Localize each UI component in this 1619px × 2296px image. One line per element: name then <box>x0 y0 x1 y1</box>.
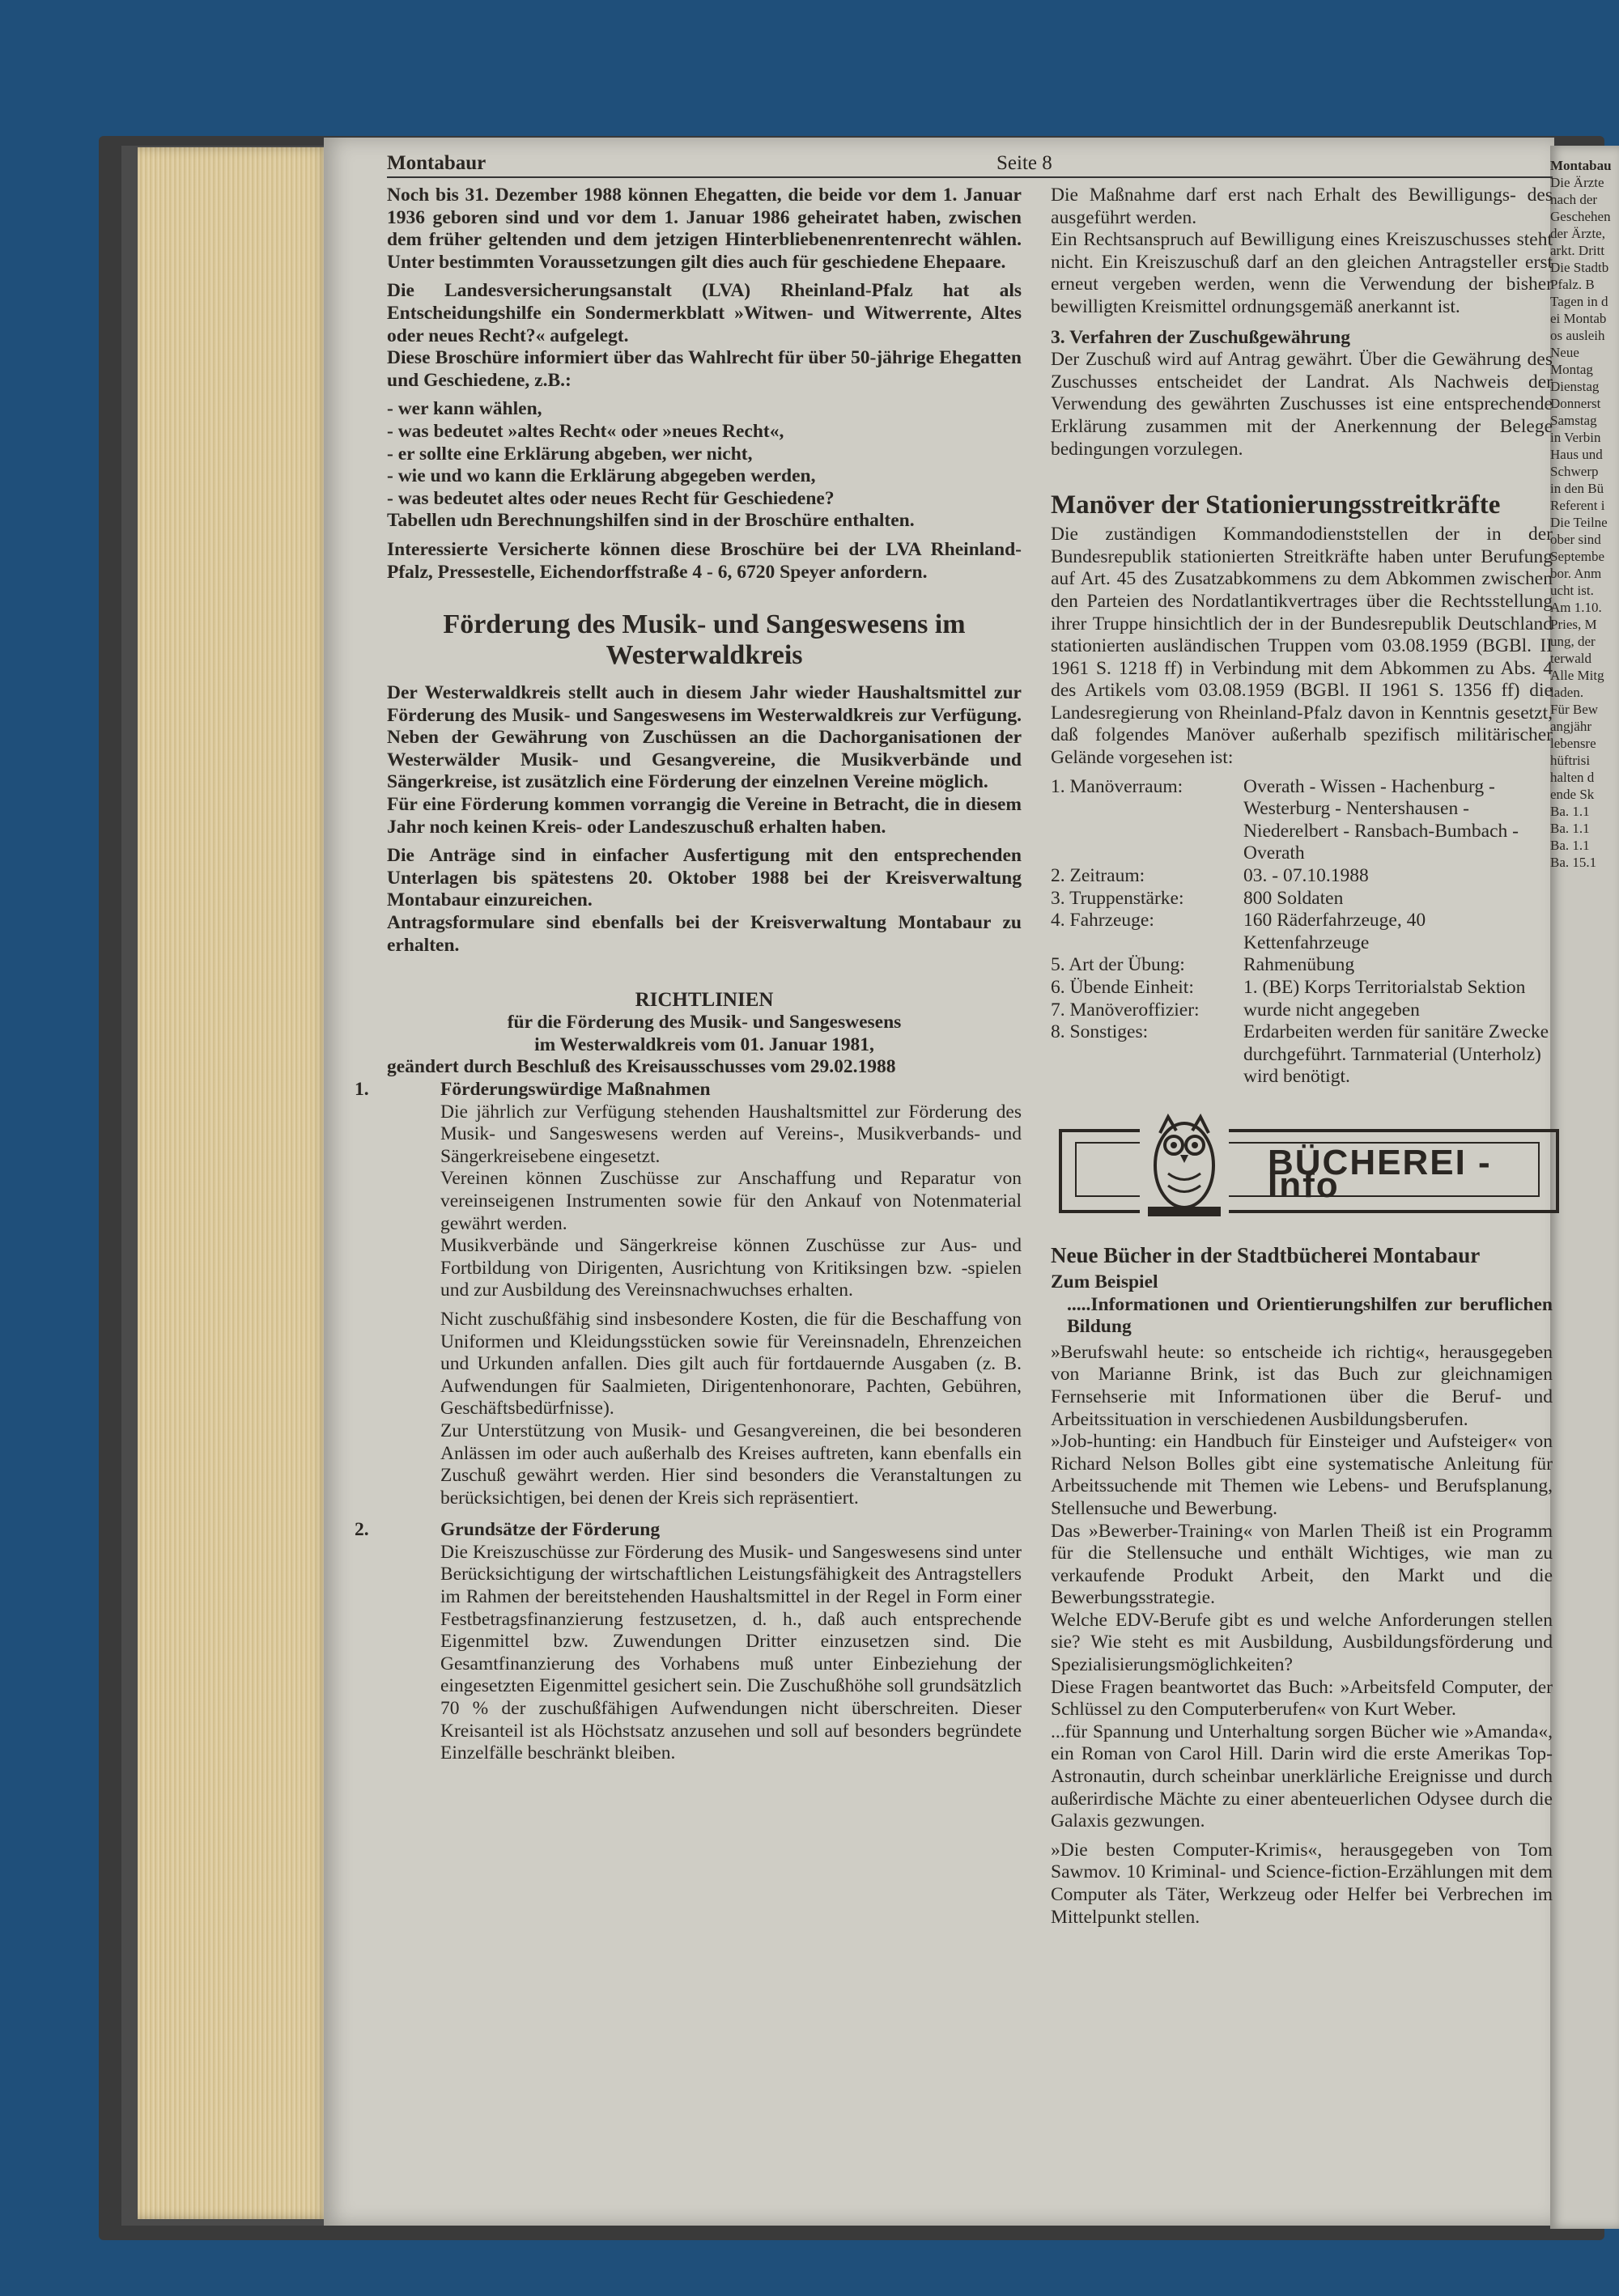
fragment-line: in Verbin <box>1550 430 1601 445</box>
fragment-line: ende Sk <box>1550 787 1595 802</box>
fragment-line: Ba. 1.1 <box>1550 821 1590 836</box>
fragment-line: ober sind <box>1550 532 1601 547</box>
foerderung-paragraph: Die Anträge sind in einfacher Ausfertigung mit den entsprechenden Unterlagen bis spätestens 20. Oktober 1988 bei der Kreisverwaltung Montabaur einzureichen. <box>387 845 1022 911</box>
fragment-line: Alle Mitg <box>1550 668 1604 683</box>
manoever-key: 7. Manöveroffizier: <box>1051 999 1200 1021</box>
fragment-line: Geschehen <box>1550 209 1611 224</box>
book-paragraph: Diese Fragen beantwortet das Buch: »Arbeitsfeld Computer, der Schlüssel zu den Computerberufen« von Kurt Weber. <box>1051 1676 1553 1721</box>
foerderung-title: Förderung des Musik- und Sangeswesens im Westerwaldkreis <box>443 609 966 671</box>
foerderung-paragraph: Antragsformulare sind ebenfalls bei der Kreisverwaltung Montabaur zu erhalten. <box>387 912 1022 956</box>
tabellen-paragraph: Tabellen udn Berechnungshilfen sind in der Broschüre enthalten. <box>387 510 915 532</box>
section-number: 1. <box>355 1079 369 1100</box>
page-header <box>387 152 1553 178</box>
section-3-paragraph: Der Zuschuß wird auf Antrag gewährt. Über die Gewährung des Zuschusses entscheidet der Landrat. Als Nachweis der Verwendung des gewährten Zuschusses ist eine entsprechende Erklärung zusammen mit der Anerkennung der Belege bedingungen vorzulegen. <box>1051 349 1553 460</box>
massnahme-paragraph: Die Maßnahme darf erst nach Erhalt des Bewilligungs- des ausgeführt werden. <box>1051 185 1553 228</box>
section-paragraph: Musikverbände und Sängerkreise können Zuschüsse zur Aus- und Fortbildung von Dirigenten, Ausrichtung von Kritiksingen bzw. -spielen und zur Ausbildung des Vereinsnachwuchses erhalten. <box>440 1235 1022 1301</box>
fragment-line: ucht ist. <box>1550 583 1594 598</box>
rechtsanspruch-paragraph: Ein Rechtsanspruch auf Bewilligung eines Kreiszuschusses steht nicht. Ein Kreiszuschuß darf an den gleichen Antragsteller erst erneut vergeben werden, wenn die Verwendung der bisher bewilligten Kreismittel ordnungsgemäß anerkannt ist. <box>1051 229 1553 317</box>
section-paragraph: Die Kreiszuschüsse zur Förderung des Musik- und Sangeswesens sind unter Berücksichtigung der wirtschaftlichen Leistungsfähigkeit des Antragstellers im Rahmen der bereitstehenden Haushaltsmittel in der Regel in Form einer Festbetragsfinanzierung festzusetzen, d. h., daß auch entsprechende Eigenmittel bzw. Zuwendungen Dritter einzusetzen sind. Die Gesamtfinanzierung des Vorhabens muß unter Einbeziehung der eingesetzten Eigenmittel gesichert sein. Die Zuschußhöhe soll grundsätzlich 70 % der zuschußfähigen Aufwendungen nicht überschreiten. Dieser Kreisanteil ist als Höchstsatz anzusehen und soll auf besonders begründete Einzelfälle beschränkt bleiben. <box>440 1541 1022 1764</box>
section-title: Grundsätze der Förderung <box>440 1519 661 1541</box>
interessierte-paragraph: Interessierte Versicherte können diese Broschüre bei der LVA Rheinland-Pfalz, Pressestelle, Eichendorffstraße 4 - 6, 6720 Speyer anfordern. <box>387 538 1022 583</box>
book-paragraph: Welche EDV-Berufe gibt es und welche Anforderungen stellen sie? Wie steht es mit Ausbildung, Ausbildungsförderung und Spezialisierungsmöglichkeiten? <box>1051 1609 1553 1676</box>
richtlinien-title: RICHTLINIEN <box>635 989 774 1012</box>
fragment-line: nach der <box>1550 192 1598 207</box>
broschuere-paragraph: Diese Broschüre informiert über das Wahlrecht für über 50-jährige Ehegatten und Geschiedene, z.B.: <box>387 347 1022 391</box>
manoever-value: 160 Räderfahrzeuge, 40 Kettenfahrzeuge <box>1243 910 1426 953</box>
header-place: Montabaur <box>387 152 487 174</box>
fragment-line: terwald <box>1550 651 1591 666</box>
manoever-key: 2. Zeitraum: <box>1051 865 1145 887</box>
fragment-line: Pfalz. B <box>1550 277 1595 292</box>
fragment-line: Septembe <box>1550 549 1605 564</box>
fragment-line: Haus und <box>1550 447 1603 462</box>
manoever-row <box>1051 977 1553 999</box>
manoever-key: 8. Sonstiges: <box>1051 1021 1149 1043</box>
column-right <box>1051 185 1553 1935</box>
column-left <box>355 185 1022 1772</box>
fragment-line: Dienstag <box>1550 379 1600 394</box>
manoever-table <box>1051 776 1553 1089</box>
manoever-title: Manöver der Stationierungsstreitkräfte <box>1051 490 1501 520</box>
fragment-line: Die Ärzte <box>1550 175 1604 190</box>
manoever-row <box>1051 1021 1553 1089</box>
book-paragraph: Das »Bewerber-Training« von Marlen Theiß ist ein Programm für die Stellensuche und enthält Wichtiges, wie man zu verkaufende Produkt Arbeit, den Markt und die Bewerbungsstrategie. <box>1051 1520 1553 1609</box>
fragment-line: Am 1.10. <box>1550 600 1602 615</box>
section-paragraph: Die jährlich zur Verfügung stehenden Haushaltsmittel zur Förderung des Musik- und Sangeswesens werden auf Vereins-, Musikverbands- und Sängerkreisebene eingesetzt. <box>440 1101 1022 1167</box>
fragment-line: Für Bew <box>1550 702 1599 717</box>
fragment-line: arkt. Dritt <box>1550 243 1605 258</box>
manoever-paragraph: Die zuständigen Kommandodienststellen der in der Bundesrepublik stationierten Streitkräfte haben unter Berufung auf Art. 45 des Zusatzabkommens zu dem Abkommen zwischen den Parteien des Nordatlantikvertrages über die Rechtsstellung ihrer Truppe hinsichtlich der in der Bundesrepublik Deutschland stationierten ausländischen Truppen vom 03.08.1959 (BGBl. II 1961 S. 1218 ff) in Verbindung mit dem Abkommen zu Abs. 4 des Artikels vom 03.08.1959 (BGBl. II 1961 S. 1356 ff) die Landesregierung von Rheinland-Pfalz davon in Kenntnis gesetzt, daß folgendes Manöver außerhalb spezifisch militärischer Gelände vorgesehen ist: <box>1051 524 1553 769</box>
fragment-line: Montag <box>1550 362 1593 377</box>
fragment-line: ung, der <box>1550 634 1596 649</box>
fragment-line: in den Bü <box>1550 481 1604 496</box>
section-title: Förderungswürdige Maßnahmen <box>440 1079 711 1100</box>
fragment-line: Ba. 15.1 <box>1550 855 1597 870</box>
lva-paragraph: Die Landesversicherungsanstalt (LVA) Rheinland-Pfalz hat als Entscheidungshilfe ein Sondermerkblatt »Witwen- und Witwerrente, Altes oder neues Recht?« aufgelegt. <box>387 280 1022 346</box>
fragment-line: hüftrisi <box>1550 753 1591 768</box>
fragment-line: halten d <box>1550 770 1595 785</box>
fragment-line: Montabau <box>1550 158 1612 173</box>
section-number: 2. <box>355 1519 369 1541</box>
zum-beispiel: Zum Beispiel <box>1051 1271 1158 1292</box>
manoever-value: 03. - 07.10.1988 <box>1243 865 1369 887</box>
owl-icon <box>1140 1105 1229 1226</box>
manoever-key: 6. Übende Einheit: <box>1051 977 1194 998</box>
fragment-line: Die Stadtb <box>1550 260 1609 275</box>
manoever-row <box>1051 888 1553 910</box>
info-line: .....Informationen und Orientierungshilfen zur beruflichen Bildung <box>1067 1293 1553 1338</box>
foerderung-paragraph: Der Westerwaldkreis stellt auch in diesem Jahr wieder Haushaltsmittel zur Förderung des Musik- und Sangeswesens im Westerwaldkreis zur Verfügung. Neben der Gewährung von Zuschüssen an die Dachorganisationen der Westerwälder Musik- und Gesangvereine, die Musikverbände und Sängerkreise, ist zusätzlich eine Förderung der einzelnen Vereine möglich. <box>387 682 1022 793</box>
manoever-row <box>1051 999 1553 1022</box>
info-list <box>387 398 1022 510</box>
richtlinien-subtitle: für die Förderung des Musik- und Sangeswesens <box>507 1012 902 1033</box>
header-page-number: Seite 8 <box>996 152 1052 174</box>
section-1 <box>355 1079 1022 1509</box>
fragment-line: Donnerst <box>1550 396 1601 411</box>
fragment-line: Neue <box>1550 345 1579 360</box>
fragment-line: laden. <box>1550 685 1584 700</box>
list-item: - was bedeutet »altes Recht« oder »neues Recht«, <box>387 420 784 442</box>
manoever-key: 5. Art der Übung: <box>1051 954 1185 976</box>
fragment-line: Referent i <box>1550 498 1605 513</box>
fragment-line: Schwerp <box>1550 464 1599 479</box>
manoever-row <box>1051 910 1553 954</box>
fragment-line: Ba. 1.1 <box>1550 804 1590 819</box>
manoever-key: 3. Truppenstärke: <box>1051 887 1184 909</box>
next-page-fragment <box>1550 146 1619 2229</box>
logo-text: BÜCHEREI - Info <box>1268 1142 1492 1205</box>
manoever-value: Overath - Wissen - Hachenburg - Westerburg - Nentershausen - Niederelbert - Ransbach-Bumbach - Overath <box>1243 775 1519 864</box>
fragment-line: bor. Anm <box>1550 566 1602 581</box>
manoever-row <box>1051 865 1553 888</box>
manoever-key: 1. Manöverraum: <box>1051 775 1183 797</box>
fragment-line: Tagen in d <box>1550 294 1608 309</box>
list-item: - wer kann wählen, <box>387 398 542 420</box>
fragment-line: Die Teilne <box>1550 515 1608 530</box>
manoever-key: 4. Fahrzeuge: <box>1051 910 1154 932</box>
section-paragraph: Zur Unterstützung von Musik- und Gesangvereinen, die bei besonderen Anlässen im oder auch außerhalb des Kreises auftreten, kann ebenfalls ein Zuschuß gewährt werden. Hier sind besonders die Veranstaltungen zu berücksichtigen, bei denen der Kreis sich repräsentiert. <box>440 1420 1022 1509</box>
richtlinien-subtitle: geändert durch Beschluß des Kreisausschusses vom 29.02.1988 <box>387 1056 896 1078</box>
section-3-title: 3. Verfahren der Zuschußgewährung <box>1051 326 1350 348</box>
fragment-line: angjähr <box>1550 719 1591 734</box>
richtlinien-subtitle: im Westerwaldkreis vom 01. Januar 1981, <box>534 1033 874 1055</box>
fragment-line: os ausleih <box>1550 328 1605 343</box>
section-2 <box>355 1519 1022 1765</box>
manoever-value: Erdarbeiten werden für sanitäre Zwecke durchgeführt. Tarnmaterial (Unterholz) wird benötigt. <box>1243 1021 1549 1088</box>
section-paragraph: Nicht zuschußfähig sind insbesondere Kosten, die für die Beschaffung von Uniformen und Kleidungsstücken sowie für Vereinsnadeln, Ehrenzeichen und Urkunden anfallen. Dies gilt auch für fortdauernde Ausgaben (z. B. Aufwendungen für Saalmieten, Dirigentenhonorare, Pachten, Gebühren, Geschäftsbedürfnisse). <box>440 1308 1022 1420</box>
fragment-line: Samstag <box>1550 413 1597 428</box>
list-item: - wie und wo kann die Erklärung abgegeben werden, <box>387 465 816 487</box>
manoever-row <box>1051 954 1553 977</box>
manoever-value: 800 Soldaten <box>1243 887 1344 909</box>
list-item: - er sollte eine Erklärung abgeben, wer nicht, <box>387 443 753 465</box>
book-paragraph: »Job-hunting: ein Handbuch für Einsteiger und Aufsteiger« von Richard Nelson Bolles gibt eine systematische Anleitung für Arbeitssuchende mit Themen wie Lebens- und Berufsplanung, Stellensuche und Bewerbung. <box>1051 1431 1553 1519</box>
book-paragraph: ...für Spannung und Unterhaltung sorgen Bücher wie »Amanda«, ein Roman von Carol Hill. Darin wird die erste Amerikas Top-Astronautin, durch scheinbar unerklärliche Ereignisse und durch außerirdische Mächte zu einer abenteuerlichen Odysee durch die Galaxis gezwungen. <box>1051 1721 1553 1832</box>
book-paragraph: »Berufswahl heute: so entscheide ich richtig«, herausgegeben von Marianne Brink, ist das Buch zur gleichnamigen Fernsehserie mit Informationen über die Beruf- und Arbeitssituation in verschiedenen Ausbildungsberufen. <box>1051 1341 1553 1430</box>
fragment-line: ei Montab <box>1550 311 1607 326</box>
manoever-value: wurde nicht angegeben <box>1243 999 1420 1021</box>
fragment-line: der Ärzte, <box>1550 226 1605 241</box>
section-paragraph: Vereinen können Zuschüsse zur Anschaffung und Reparatur von vereinseigenen Instrumenten sowie für den Ankauf von Notenmaterial gewährt werden. <box>440 1168 1022 1234</box>
manoever-value: Rahmenübung <box>1243 954 1355 976</box>
foerderung-paragraph: Für eine Förderung kommen vorrangig die Vereine in Betracht, die in diesem Jahr noch keinen Kreis- oder Landeszuschuß erhalten haben. <box>387 794 1022 838</box>
buecher-title: Neue Bücher in der Stadtbücherei Montabaur <box>1051 1242 1481 1267</box>
manoever-value: 1. (BE) Korps Territorialstab Sektion <box>1243 977 1526 998</box>
page-edge-stack <box>138 147 330 2219</box>
intro-paragraph: Noch bis 31. Dezember 1988 können Ehegatten, die beide vor dem 1. Januar 1936 geboren sind und vor dem 1. Januar 1986 geheiratet haben, zwischen dem früher geltenden und dem jetzigen Hinterbliebenenrentenrecht wählen. Unter bestimmten Voraussetzungen gilt dies auch für geschiedene Ehepaare. <box>387 185 1022 273</box>
buecherei-logo <box>1051 1105 1553 1234</box>
book-paragraph: »Die besten Computer-Krimis«, herausgegeben von Tom Sawmov. 10 Kriminal- und Science-fiction-Erzählungen mit dem Computer als Täter, Werkzeug oder Helfer bei Verbrechen im Mittelpunkt stellen. <box>1051 1839 1553 1928</box>
list-item: - was bedeutet altes oder neues Recht für Geschiedene? <box>387 487 835 509</box>
fragment-line: Pries, M <box>1550 617 1597 632</box>
fragment-line: lebensre <box>1550 736 1596 751</box>
fragment-line: Ba. 1.1 <box>1550 838 1590 853</box>
manoever-row <box>1051 776 1553 865</box>
